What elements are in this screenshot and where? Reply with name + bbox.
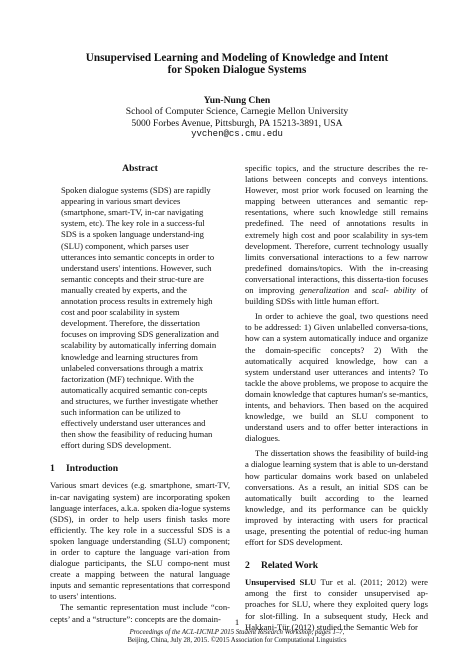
proceedings-line: Proceedings of the ACL-IJCNLP 2015 Student Research Workshop, pages 1–7, xyxy=(129,629,345,637)
section-title: Related Work xyxy=(261,560,319,572)
title-line-1: Unsupervised Learning and Modeling of Knowledge and Intent xyxy=(85,52,389,64)
section-number: 1 xyxy=(50,463,55,475)
author-block xyxy=(40,95,434,141)
right-paragraph-1 xyxy=(245,163,428,307)
copyright-line: Beijing, China, July 28, 2015. ©2015 Association for Computational Linguistics xyxy=(127,637,347,645)
section-heading-introduction xyxy=(50,463,230,474)
emphasis-ability: ability xyxy=(393,285,416,296)
emphasis-scal: scal- xyxy=(371,285,389,296)
abstract-heading: Abstract xyxy=(122,163,158,174)
related-work-run-in: Unsupervised SLU xyxy=(245,577,317,588)
section-title: Introduction xyxy=(66,463,119,475)
right-paragraph-3: The dissertation shows the feasibility of build-ing a dialogue learning system that is able to un-derstand how particular domains work based on unlabeled conversations. As a result, an initial SDS can be automatically built according to the learned knowledge, and its performance can be quickly improved by interacting with users for practical usage, presenting the potential of reduc-ing human effort for SDS development. xyxy=(245,448,428,548)
abstract-text: Spoken dialogue systems (SDS) are rapidly appearing in various smart devices (smartphone, smart-TV, in-car navigating system, etc). The key role in a success-ful SDS is a spoken language understand-ing (SLU) component, which parses user utterances into semantic concepts in order to understand users' intentions. However, such semantic concepts and their struc-ture are manually created by experts, and the annotation process results in extremely high cost and poor scalability in system development. Therefore, the dissertation focuses on improving SDS generalization and scalability by automatically inferring domain knowledge and learning structures from unlabeled conversations through a matrix factorization (MF) technique. With the automatically acquired semantic con-cepts and structures, we further investigate whether such information can be utilized to effectively understand user utterances and then show the feasibility of reducing human effort during SDS development. xyxy=(61,185,219,451)
author-affiliation: School of Computer Science, Carnegie Mellon University xyxy=(125,106,349,118)
section-number: 2 xyxy=(245,560,250,572)
left-column xyxy=(50,163,230,625)
paper-title xyxy=(40,52,434,77)
title-line-2: for Spoken Dialogue Systems xyxy=(167,64,307,77)
page-footer xyxy=(60,618,414,646)
intro-paragraph-2: The semantic representation must include “con-cepts’ and a “structure”: concepts are the domain- xyxy=(50,602,230,624)
author-address: 5000 Forbes Avenue, Pittsburgh, PA 15213-3891, USA xyxy=(131,117,343,129)
emphasis-generalization: generalization xyxy=(299,285,350,296)
right-paragraph-1-end: of building SDSs with little human effort. xyxy=(245,285,428,307)
right-paragraph-1-text: specific topics, and the structure describes the re-lations between concepts and conveys intentions. However, most prior work focused on learning the mapping between utterances and semantic rep-resentations, where such knowledge still remains predefined. The need of annotations results in extremely high cost and poor scalability in sys-tem development. Therefore, current technology usually limits conversational interactions to a few narrow predefined domains/topics. With the in-creasing conversational interactions, this disserta-tion focuses on improving xyxy=(245,163,428,296)
right-column xyxy=(245,163,428,633)
abstract-body xyxy=(50,185,230,451)
page-number: 1 xyxy=(234,617,240,627)
author-name: Yun-Nung Chen xyxy=(203,95,271,106)
related-work-text: among the first to consider unsupervised ap-proaches for SLU, where they exploited query logs for slot-filling. In a subsequent study, Heck and Hakkani-Tür (2012) studied the Semantic Web for xyxy=(245,588,428,632)
related-work-first-line: Tur et al. (2011; 2012) were xyxy=(316,577,428,588)
conjunction: and xyxy=(349,285,372,296)
author-email: yvchen@cs.cmu.edu xyxy=(191,129,283,140)
right-paragraph-2: In order to achieve the goal, two questions need to be addressed: 1) Given unlabelled conversa-tions, how can a system automatically induce and organize the domain-specific concepts? 2) With the automatically acquired knowledge, how can a system understand user utterances and intents? To tackle the above problems, we propose to acquire the domain knowledge that captures human's se-mantics, intents, and behaviors. Then based on the acquired knowledge, we build an SLU component to understand users and to offer better interactions in dialogues. xyxy=(245,311,428,444)
section-heading-related-work xyxy=(245,560,428,571)
intro-paragraph-1: Various smart devices (e.g. smartphone, smart-TV, in-car navigating system) are incorporating spoken language interfaces, a.k.a. spoken dia-logue systems (SDS), in order to help users finish tasks more efficiently. The key role in a successful SDS is a spoken language understanding (SLU) component; in order to capture the language vari-ation from dialogue participants, the SLU compo-nent must create a mapping between the natural language inputs and semantic representations that correspond to users' intentions. xyxy=(50,480,230,602)
